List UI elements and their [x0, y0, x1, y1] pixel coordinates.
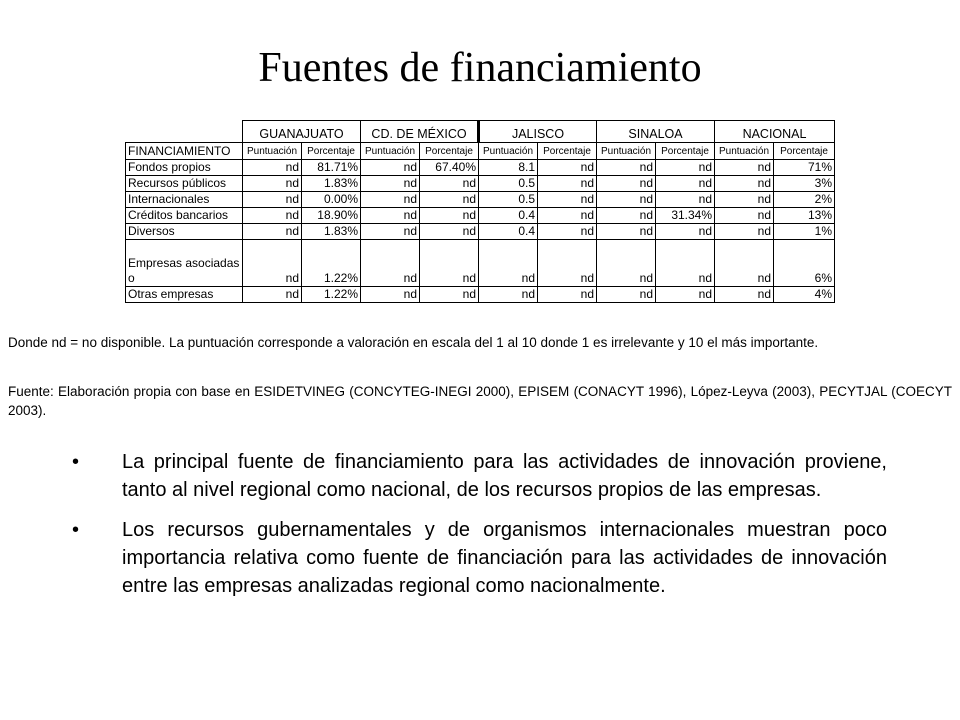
table-cell: nd [538, 287, 597, 303]
table-row [126, 240, 835, 287]
table-cell: nd [715, 208, 774, 224]
bullet-item [72, 448, 887, 504]
table-row [126, 287, 835, 303]
sub-header: Puntuación [479, 143, 538, 160]
table-cell: nd [243, 240, 302, 287]
table-cell: nd [715, 240, 774, 287]
row-label: Internacionales [126, 192, 243, 208]
bullet-dot-icon: • [72, 519, 80, 541]
table-row [126, 176, 835, 192]
region-header: SINALOA [597, 121, 715, 143]
table-cell: 18.90% [302, 208, 361, 224]
table-cell: nd [597, 192, 656, 208]
table-cell: nd [361, 208, 420, 224]
table-cell: nd [656, 192, 715, 208]
table-cell: nd [361, 192, 420, 208]
table-cell: nd [538, 208, 597, 224]
source-note: Fuente: Elaboración propia con base en ESIDETVINEG (CONCYTEG-INEGI 2000), EPISEM (CONACYT 1996), López-Leyva (2003), PECYTJAL (COECYT 2003). [8, 384, 952, 418]
definition-note: Donde nd = no disponible. La puntuación corresponde a valoración en escala del 1 al 10 donde 1 es irrelevante y 10 el más importante. [8, 335, 819, 350]
table-cell: 0.5 [479, 176, 538, 192]
table-cell: nd [538, 160, 597, 176]
sub-header: Porcentaje [538, 143, 597, 160]
table-cell: nd [479, 240, 538, 287]
table-cell: nd [243, 224, 302, 240]
table-cell: nd [420, 287, 479, 303]
table-cell: nd [243, 160, 302, 176]
table-cell: nd [243, 192, 302, 208]
table-cell: 6% [774, 240, 835, 287]
table-cell: nd [479, 287, 538, 303]
row-label: Otras empresas [126, 287, 243, 303]
table-cell: nd [715, 176, 774, 192]
region-header: GUANAJUATO [243, 121, 361, 143]
table-cell: nd [420, 224, 479, 240]
table-cell: nd [420, 240, 479, 287]
table-cell: 67.40% [420, 160, 479, 176]
row-label: Créditos bancarios [126, 208, 243, 224]
table-row [126, 160, 835, 176]
region-header: NACIONAL [715, 121, 835, 143]
table-cell: nd [420, 176, 479, 192]
sub-header: Porcentaje [656, 143, 715, 160]
sub-header-row [126, 143, 835, 160]
table-cell: nd [538, 240, 597, 287]
table-cell: nd [243, 208, 302, 224]
region-header: CD. DE MÉXICO [361, 121, 479, 143]
table-row [126, 208, 835, 224]
table-cell: nd [361, 160, 420, 176]
table-row [126, 192, 835, 208]
table-cell: nd [361, 176, 420, 192]
table-cell: 1.22% [302, 240, 361, 287]
table-cell: nd [361, 287, 420, 303]
table-cell: 0.4 [479, 208, 538, 224]
table-cell: nd [243, 287, 302, 303]
table-cell: nd [656, 224, 715, 240]
sub-header: Puntuación [715, 143, 774, 160]
row-label: Empresas asociadas o [126, 240, 243, 287]
table-cell: 4% [774, 287, 835, 303]
table-cell: 31.34% [656, 208, 715, 224]
table-cell: nd [715, 287, 774, 303]
table-cell: nd [597, 160, 656, 176]
sub-header: Puntuación [361, 143, 420, 160]
table-cell: nd [361, 240, 420, 287]
bullet-item [72, 516, 887, 600]
corner-label: FINANCIAMIENTO [126, 143, 243, 160]
region-header: JALISCO [479, 121, 597, 143]
table-cell: 81.71% [302, 160, 361, 176]
table-cell: 1.83% [302, 224, 361, 240]
table-cell: nd [538, 192, 597, 208]
bullet-text: Los recursos gubernamentales y de organismos internacionales muestran poco importancia relativa como fuente de financiación para las actividades de innovación entre las empresas analizadas regional como nacionalmente. [122, 519, 887, 597]
table-cell: nd [597, 287, 656, 303]
sub-header: Puntuación [597, 143, 656, 160]
bullet-list [72, 448, 887, 612]
table-cell: nd [243, 176, 302, 192]
table-cell: nd [656, 176, 715, 192]
table-row [126, 224, 835, 240]
table-cell: 3% [774, 176, 835, 192]
table-cell: nd [538, 176, 597, 192]
table-cell: nd [715, 160, 774, 176]
financing-table [125, 120, 835, 303]
table-cell: 1% [774, 224, 835, 240]
table-cell: nd [656, 287, 715, 303]
region-header-row [126, 121, 835, 143]
sub-header: Puntuación [243, 143, 302, 160]
sub-header: Porcentaje [774, 143, 835, 160]
table-cell: nd [420, 208, 479, 224]
row-label: Diversos [126, 224, 243, 240]
bullet-dot-icon: • [72, 451, 80, 473]
table-cell: nd [715, 192, 774, 208]
blank-corner [126, 121, 243, 143]
table-cell: nd [597, 176, 656, 192]
table-body [126, 160, 835, 303]
table-cell: 0.4 [479, 224, 538, 240]
table-cell: nd [361, 224, 420, 240]
table-cell: nd [597, 240, 656, 287]
table-cell: nd [597, 208, 656, 224]
page-title: Fuentes de financiamiento [258, 45, 702, 91]
table-cell: 0.5 [479, 192, 538, 208]
table-cell: 2% [774, 192, 835, 208]
table-cell: 13% [774, 208, 835, 224]
table-cell: 71% [774, 160, 835, 176]
row-label: Fondos propios [126, 160, 243, 176]
table-cell: 8.1 [479, 160, 538, 176]
sub-header: Porcentaje [420, 143, 479, 160]
table-cell: nd [715, 224, 774, 240]
table-cell: nd [420, 192, 479, 208]
table-cell: 0.00% [302, 192, 361, 208]
table-cell: 1.83% [302, 176, 361, 192]
table-cell: 1.22% [302, 287, 361, 303]
bullet-text: La principal fuente de financiamiento para las actividades de innovación proviene, tanto al nivel regional como nacional, de los recursos propios de las empresas. [122, 451, 887, 501]
table-cell: nd [656, 160, 715, 176]
sub-header: Porcentaje [302, 143, 361, 160]
row-label: Recursos públicos [126, 176, 243, 192]
table-cell: nd [656, 240, 715, 287]
table-cell: nd [597, 224, 656, 240]
table-cell: nd [538, 224, 597, 240]
